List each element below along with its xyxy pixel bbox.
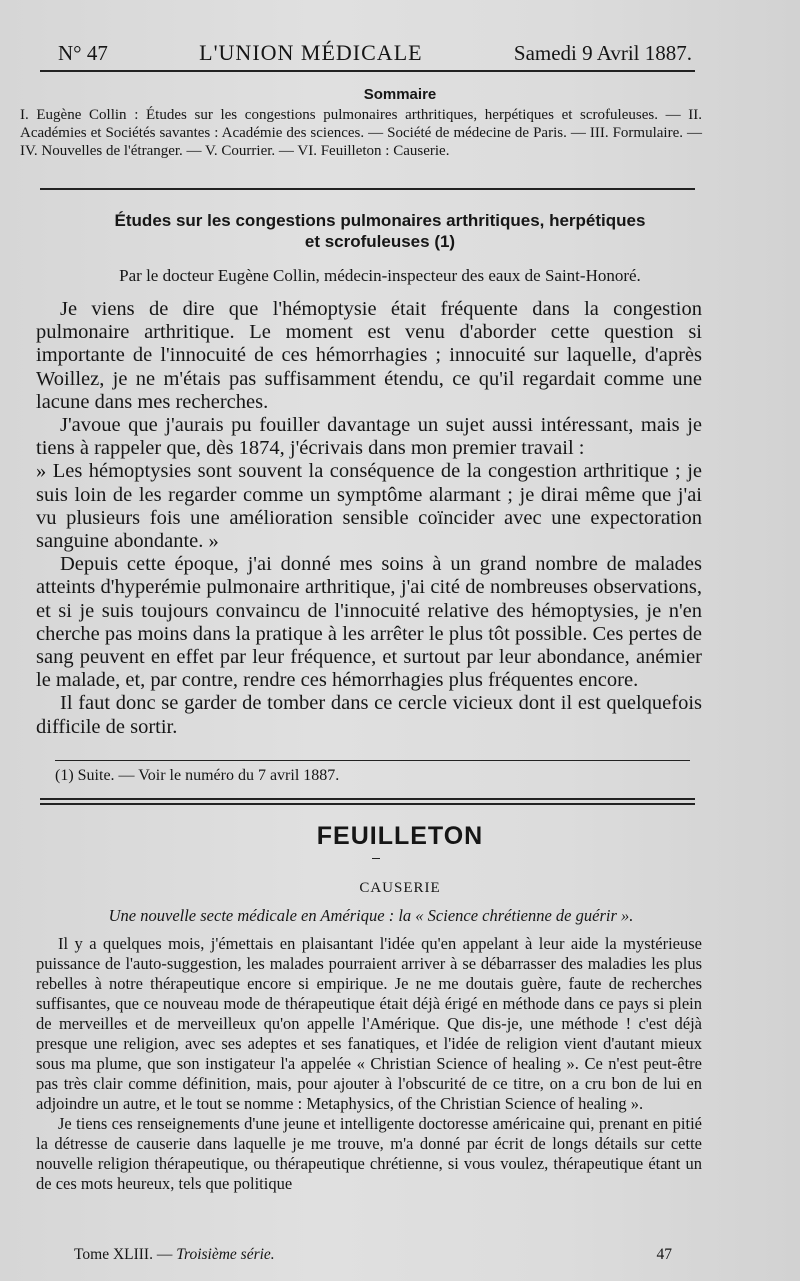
article-title-line: Études sur les congestions pulmonaires arthritiques, herpétiques bbox=[114, 211, 646, 230]
section-rule-top bbox=[40, 798, 695, 800]
article-body bbox=[36, 298, 702, 739]
article-paragraph: Il faut donc se garder de tomber dans ce cercle vicieux dont il est quelquefois difficile de sortir. bbox=[36, 692, 702, 738]
feuilleton-heading: FEUILLETON bbox=[316, 822, 484, 850]
article-author: Par le docteur Eugène Collin, médecin-inspecteur des eaux de Saint-Honoré. bbox=[119, 266, 641, 285]
sommaire-rule bbox=[40, 188, 695, 190]
sommaire-text: I. Eugène Collin : Études sur les congestions pulmonaires arthritiques, herpétiques et scrofuleuses. — II. Académies et Sociétés savantes : Académie des sciences. — Société de médecine de Paris. — III. Formulaire. — IV. Nouvelles de l'étranger. — V. Courrier. — VI. Feuilleton : Causerie. bbox=[20, 107, 702, 159]
article-paragraph: J'avoue que j'aurais pu fouiller davantage un sujet aussi intéressant, mais je tiens à rappeler que, dès 1874, j'écrivais dans mon premier travail : bbox=[36, 414, 702, 460]
issue-date: Samedi 9 Avril 1887. bbox=[513, 41, 692, 65]
footer-volume bbox=[74, 1246, 275, 1264]
issue-number: N° 47 bbox=[58, 41, 108, 65]
feuilleton-paragraph: Je tiens ces renseignements d'une jeune et intelligente doctoresse américaine qui, prenant en pitié la détresse de causerie dans laquelle je me trouve, m'a donné par écrit de longs détails sur cette nouvelle religion thérapeutique, ou thérapeutique chrétienne, si vous voulez, thérapeutique étant un de ces mots heureux, tels que politique bbox=[36, 1114, 702, 1193]
feuilleton-body bbox=[36, 934, 702, 1194]
page-header bbox=[58, 40, 692, 66]
header-rule bbox=[40, 70, 695, 72]
page-footer bbox=[74, 1246, 672, 1264]
section-rule-bottom bbox=[40, 803, 695, 805]
journal-title: L'UNION MÉDICALE bbox=[199, 40, 423, 65]
feuilleton-subtitle: Une nouvelle secte médicale en Amérique : la « Science chrétienne de guérir ». bbox=[108, 906, 634, 925]
article-title-line: et scrofuleuses (1) bbox=[304, 232, 456, 251]
causerie-heading: CAUSERIE bbox=[359, 880, 441, 896]
footer-serie: Troisième série. bbox=[176, 1246, 275, 1263]
article-quote: » Les hémoptysies sont souvent la conséquence de la congestion arthritique ; je suis loin de les regarder comme un symptôme alarmant ; je dirai même que j'ai vu plusieurs fois une amélioration sensible coïncider avec une expectoration sanguine abondante. » bbox=[36, 460, 702, 553]
sommaire-heading: Sommaire bbox=[363, 86, 437, 103]
footnote-rule bbox=[55, 760, 690, 761]
article-paragraph: Je viens de dire que l'hémoptysie était fréquente dans la congestion pulmonaire arthritique. Le moment est venu d'aborder cette question si importante de l'innocuité de ces hémorrhagies ; innocuité sur laquelle, d'après Woillez, je ne m'étais pas suffisamment étendu, ce qu'il regardait comme une lacune dans mes recherches. bbox=[36, 298, 702, 413]
feuilleton-underline bbox=[372, 858, 380, 859]
footer-volume-label: Tome XLIII. — bbox=[74, 1246, 173, 1263]
article-title bbox=[60, 210, 700, 252]
page-number: 47 bbox=[656, 1246, 672, 1263]
feuilleton-paragraph: Il y a quelques mois, j'émettais en plaisantant l'idée qu'en appelant à leur aide la mystérieuse puissance de l'auto-suggestion, les malades pourraient arriver à se débarrasser des maladies les plus rebelles à notre thérapeutique encore si empirique. Je ne me doutais guère, faute de recherches suffisantes, que ce nouveau mode de thérapeutique était déjà érigé en méthode dans ce pays si plein de merveilles et de merveilleux qu'on appelle l'Amérique. Que dis-je, une méthode ! c'est déjà presque une religion, avec ses adeptes et ses fanatiques, et l'idée de religion vient d'autant mieux sous ma plume, que son instigateur l'a appelée « Christian Science of healing ». Ce n'est peut-être pas très clair comme définition, mais, pour ajouter à l'obscurité de ce titre, on a cru bon de lui en adjoindre un autre, et le tout se nomme : Metaphysics, of the Christian Science of healing ». bbox=[36, 934, 702, 1113]
footnote: (1) Suite. — Voir le numéro du 7 avril 1887. bbox=[55, 767, 340, 784]
article-paragraph: Depuis cette époque, j'ai donné mes soins à un grand nombre de malades atteints d'hyperémie pulmonaire arthritique, j'ai cité de nombreuses observations, et si je suis toujours convaincu de l'innocuité relative des hémoptysies, je n'en cherche pas moins dans la pratique à les arrêter le plus tôt possible. Ces pertes de sang peuvent en effet par leur fréquence, et surtout par leur abondance, anémier le malade, et, par contre, rendre ces hémorrhagies plus fréquentes encore. bbox=[36, 553, 702, 692]
